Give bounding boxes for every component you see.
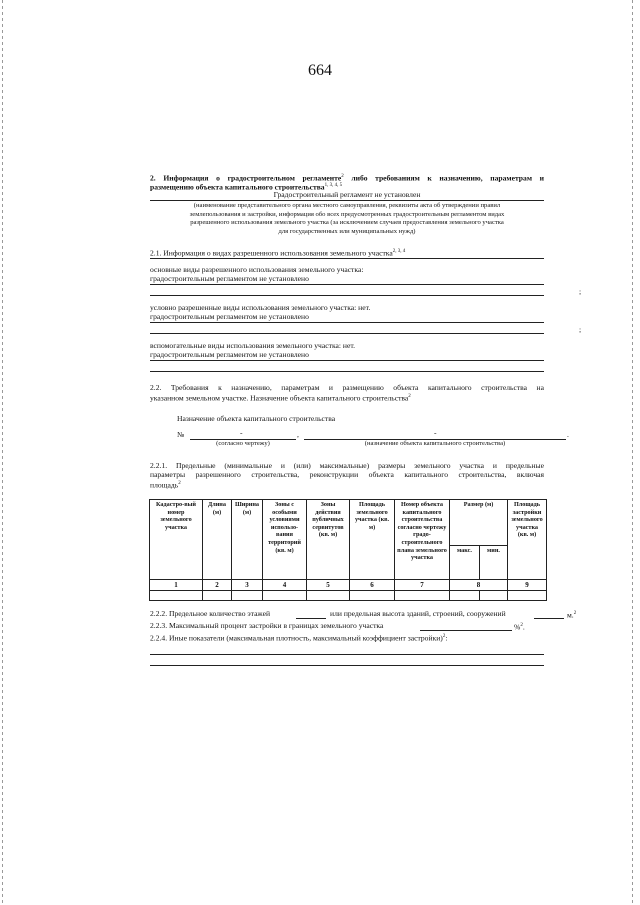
section2-title-line2: размещению объекта капитального строительства$^{1, 3, 4, 5}$ xyxy=(150,182,343,192)
footnote-sup: 2 xyxy=(520,623,523,628)
col-header-cadastral: Кадастро-вый номер земельного участка xyxy=(150,500,203,580)
scan-edge-right xyxy=(632,0,633,905)
regulation-note: (наименование представительного органа местного самоуправления, реквизиты акта об утверждении правил землепользования и застройки, информация обо всех предусмотренных градостроительным регламентом видах разрешенного использования земельного участка (за исключением случаев предоставления земельного участка для государственных или муниципальных нужд) xyxy=(189,202,505,235)
col-number: 9 xyxy=(508,580,547,591)
col-number: 6 xyxy=(350,580,395,591)
footnote-sup: 2 xyxy=(178,481,181,486)
section2-title: 2. Информация о градостроительном регламенте$^2$ либо требованиям к назначению, параметрам и xyxy=(150,173,544,183)
col-header-object-number: Номер объекта капитального строительства согласно чертежу градо-строительного плана земельного участка xyxy=(395,500,450,580)
s224-label: 2.2.4. Иные показатели (максимальная плотность, максимальный коэффициент застройки)$^2$: xyxy=(150,633,448,643)
auxiliary-uses-underline-2 xyxy=(150,371,544,372)
height-blank-line xyxy=(534,618,564,619)
s223-label: 2.2.3. Максимальный процент застройки в границах земельного участка xyxy=(150,621,384,630)
footnote-sup: 2 xyxy=(442,634,446,639)
object-purpose-dash: - xyxy=(434,428,437,437)
col-number: 5 xyxy=(307,580,350,591)
s223-unit: %$^2$. xyxy=(514,622,525,632)
drawing-number-dash: - xyxy=(240,428,243,437)
s222-label-b: или предельная высота зданий, строений, сооружений xyxy=(330,609,506,618)
main-uses-label: основные виды разрешенного использования земельного участка: xyxy=(150,265,364,274)
col-number: 1 xyxy=(150,580,203,591)
col-header-size: Размер (м) xyxy=(450,500,508,546)
s221-line2: параметры разрешенного строительства, реконструкции объекта капитального строительства, включая xyxy=(150,470,544,479)
comma: , xyxy=(297,430,299,439)
footnote-sup: 1, 3, 4, 5 xyxy=(324,183,343,188)
col-header-special-zones: Зоны с особыми условиями использо-вания территорий (кв. м) xyxy=(263,500,307,580)
drawing-number-caption: (согласно чертежу) xyxy=(216,440,270,447)
percent-blank-line xyxy=(420,630,512,631)
col-number: 3 xyxy=(232,580,263,591)
regulation-value: Градостроительный регламент не установлен xyxy=(273,190,421,199)
conditional-uses-underline-2 xyxy=(150,333,544,334)
other-params-line-1 xyxy=(150,654,544,655)
col-header-length: Длина (м) xyxy=(203,500,232,580)
auxiliary-uses-value: градостроительным регламентом не установлено xyxy=(150,350,309,359)
footnote-sup: 2 xyxy=(408,394,411,399)
auxiliary-uses-underline-1 xyxy=(150,360,544,361)
s21-title-underline xyxy=(150,258,544,259)
parameters-table xyxy=(149,499,547,601)
s22-line2: указанном земельном участке. Назначение объекта капитального строительства$^2$ xyxy=(150,393,411,403)
conditional-uses-value: градостроительным регламентом не установлено xyxy=(150,312,309,321)
col-number: 2 xyxy=(203,580,232,591)
s222-label-a: 2.2.2. Предельное количество этажей xyxy=(150,609,271,618)
semicolon-2: ; xyxy=(579,325,582,334)
semicolon-1: ; xyxy=(579,287,582,296)
conditional-uses-underline-1 xyxy=(150,322,544,323)
scan-edge-left xyxy=(2,0,3,905)
other-params-line-2 xyxy=(150,665,544,666)
number-sign: № xyxy=(177,430,185,439)
main-uses-underline-2 xyxy=(150,295,544,296)
footnote-sup: 2 xyxy=(573,611,577,616)
purpose-label: Назначение объекта капитального строительства xyxy=(177,414,336,423)
main-uses-value: градостроительным регламентом не установлено xyxy=(150,274,309,283)
s221-line3: площадь$^2$ xyxy=(150,480,181,490)
page-number: 664 xyxy=(308,62,332,79)
floors-blank-line xyxy=(296,618,326,619)
auxiliary-uses-label: вспомогательные виды использования земельного участка: нет. xyxy=(150,341,355,350)
end-dot: . xyxy=(567,430,569,439)
col-header-width: Ширина (м) xyxy=(232,500,263,580)
main-uses-underline-1 xyxy=(150,284,544,285)
table-row xyxy=(150,591,547,601)
col-header-servitudes: Зоны действия публичных сервитутов (кв. м) xyxy=(307,500,350,580)
footnote-sup: 2 xyxy=(341,174,344,179)
col-number: 7 xyxy=(395,580,450,591)
s222-unit: м.$^2$ xyxy=(567,610,577,620)
col-header-built-area: Площадь застройки земельного участка (кв. м) xyxy=(508,500,547,580)
col-number: 4 xyxy=(263,580,307,591)
col-subheader-min: мин. xyxy=(480,546,508,580)
regulation-underline xyxy=(150,200,544,201)
col-number: 8 xyxy=(450,580,508,591)
s22-line1: 2.2. Требования к назначению, параметрам и размещению объекта капитального строительства на xyxy=(150,383,544,392)
col-subheader-max: макс. xyxy=(450,546,480,580)
object-purpose-caption: (назначение объекта капитального строительства) xyxy=(364,440,506,447)
footnote-sup: 2, 3, 4 xyxy=(392,249,406,254)
s21-title: 2.1. Информация о видах разрешенного использования земельного участка$^{2, 3, 4}$ xyxy=(150,248,406,258)
col-header-area: Площадь земельного участка (кв. м) xyxy=(350,500,395,580)
conditional-uses-label: условно разрешенные виды использования земельного участка: нет. xyxy=(150,303,371,312)
s221-line1: 2.2.1. Предельные (минимальные и (или) максимальные) размеры земельного участка и предельные xyxy=(150,461,544,470)
